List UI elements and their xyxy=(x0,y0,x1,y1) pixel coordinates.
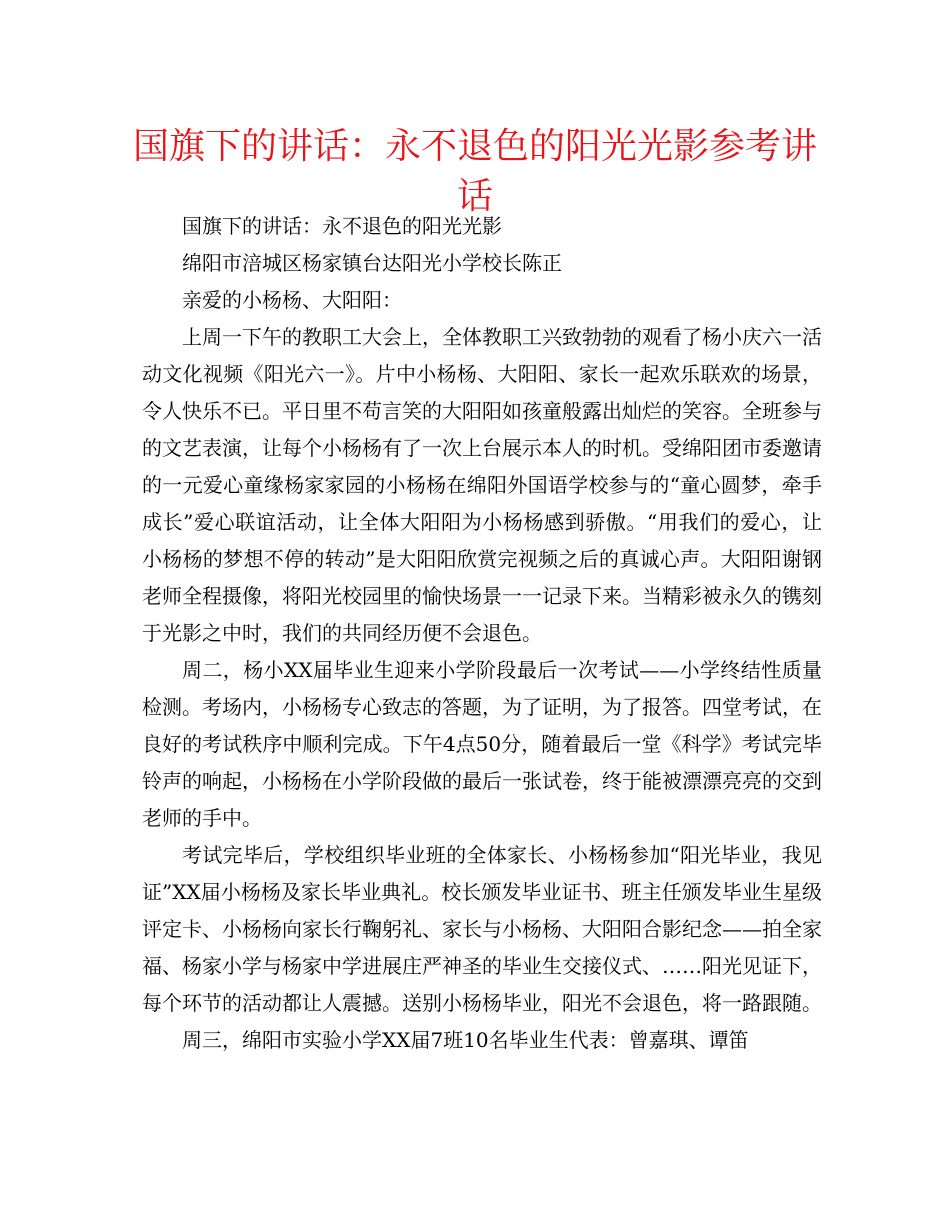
paragraph: 上周一下午的教职工大会上，全体教职工兴致勃勃的观看了杨小庆六一活动文化视频《阳光六一》。片中小杨杨、大阳阳、家长一起欢乐联欢的场景，令人快乐不已。平日里不苟言笑的大阳阳如孩童般露出灿烂的笑容。全班参与的文艺表演，让每个小杨杨有了一次上台展示本人的时机。受绵阳团市委邀请的一元爱心童缘杨家家园的小杨杨在绵阳外国语学校参与的“童心圆梦，牵手成长”爱心联谊活动，让全体大阳阳为小杨杨感到骄傲。“用我们的爱心，让小杨杨的梦想不停的转动”是大阳阳欣赏完视频之后的真诚心声。大阳阳谢钢老师全程摄像，将阳光校园里的愉快场景一一记录下来。当精彩被永久的镌刻于光影之中时，我们的共同经历便不会退色。 xyxy=(142,325,822,645)
paragraph: 周二，杨小XX届毕业生迎来小学阶段最后一次考试——小学终结性质量检测。考场内，小杨杨专心致志的答题，为了证明，为了报答。四堂考试，在良好的考试秩序中顺利完成。下午4点50分，随着最后一堂《科学》考试完毕铃声的响起，小杨杨在小学阶段做的最后一张试卷，终于能被漂漂亮亮的交到老师的手中。 xyxy=(142,658,822,830)
paragraph: 考试完毕后，学校组织毕业班的全体家长、小杨杨参加“阳光毕业，我见证”XX届小杨杨及家长毕业典礼。校长颁发毕业证书、班主任颁发毕业生星级评定卡、小杨杨向家长行鞠躬礼、家长与小杨杨、大阳阳合影纪念——拍全家福、杨家小学与杨家中学进展庄严神圣的毕业生交接仪式、……阳光见证下，每个环节的活动都让人震撼。送别小杨杨毕业，阳光不会退色，将一路跟随。 xyxy=(142,843,822,1015)
paragraph-author: 绵阳市涪城区杨家镇台达阳光小学校长陈正 xyxy=(182,251,562,275)
paragraph-salutation: 亲爱的小杨杨、大阳阳： xyxy=(182,288,402,312)
paragraph-subtitle: 国旗下的讲话：永不退色的阳光光影 xyxy=(182,214,502,238)
document-body xyxy=(142,208,822,1059)
paragraph: 周三，绵阳市实验小学XX届7班10名毕业生代表：曾嘉琪、谭笛 xyxy=(182,1028,749,1052)
document-title: 国旗下的讲话：永不退色的阳光光影参考讲话 xyxy=(132,126,817,217)
